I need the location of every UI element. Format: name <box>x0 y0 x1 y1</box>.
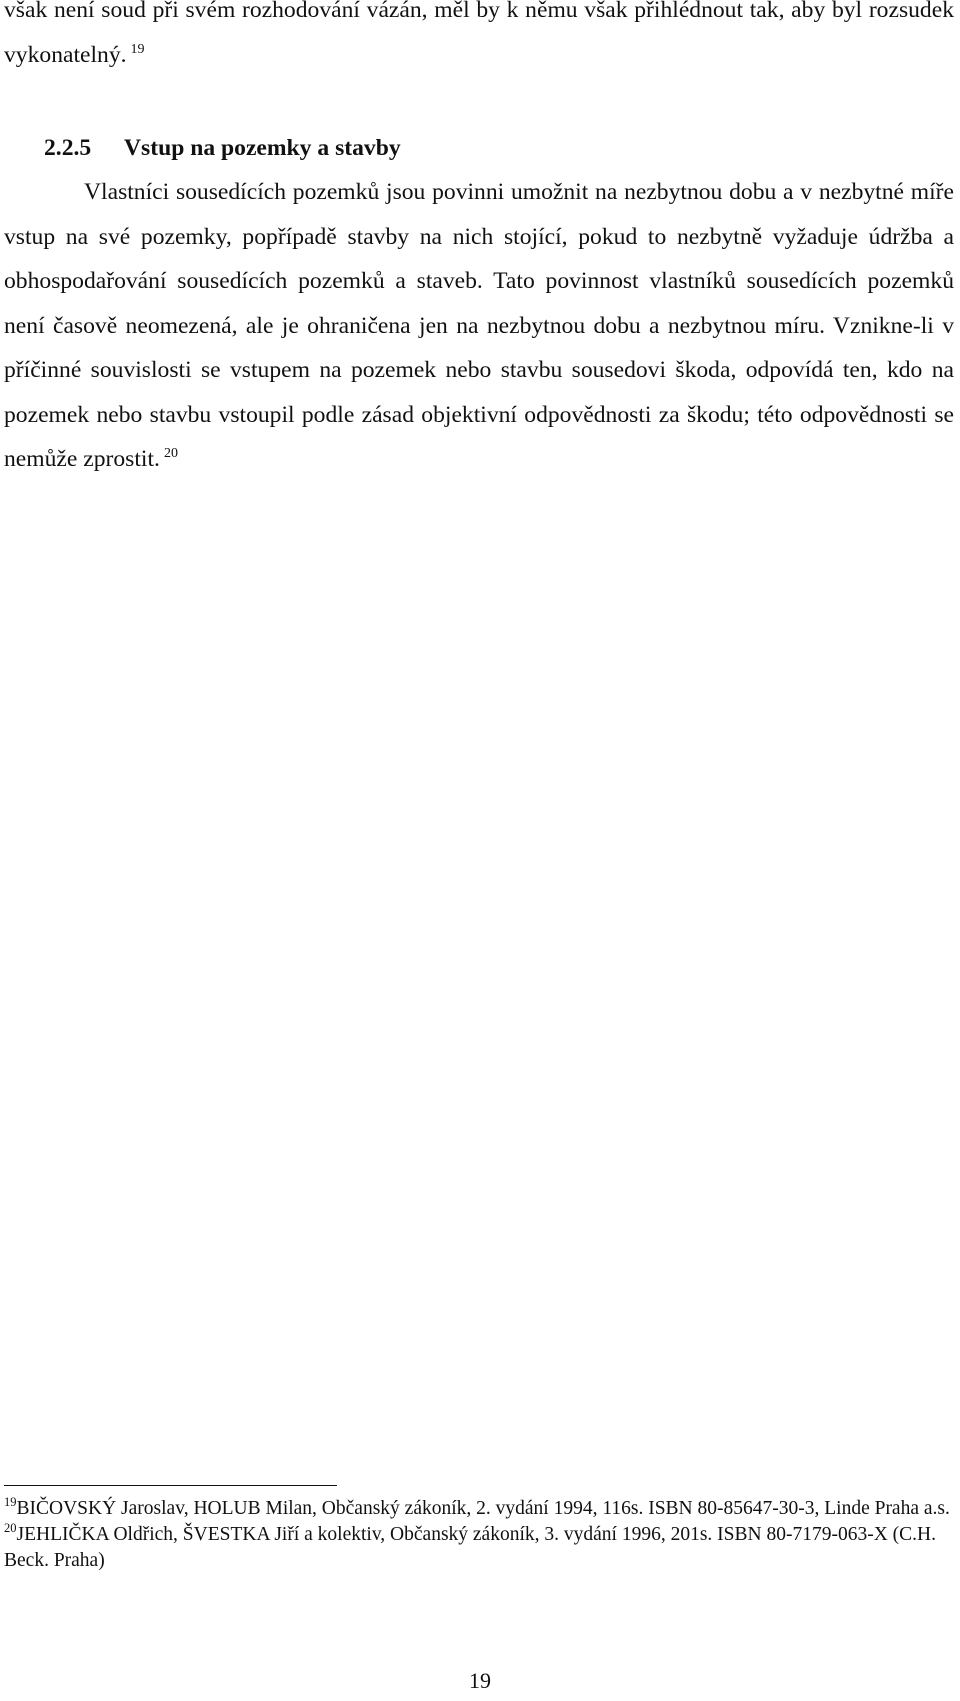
footnote-19 <box>4 1496 954 1522</box>
footnotes-list <box>4 1496 954 1574</box>
footnote-number: 20 <box>4 1521 17 1535</box>
footnote-text: BIČOVSKÝ Jaroslav, HOLUB Milan, Občanský zákoník, 2. vydání 1994, 116s. ISBN 80-85647-30-3, Linde Praha a.s. <box>16 1498 950 1519</box>
section-number: 2.2.5 <box>44 135 92 161</box>
section-heading <box>44 126 401 171</box>
footnote-ref-19[interactable]: 19 <box>130 41 145 57</box>
section-paragraph <box>4 170 954 482</box>
continuation-text: však není soud při svém rozhodování vázán, měl by k němu však přihlédnout tak, aby byl rozsudek vykonatelný. <box>4 0 954 68</box>
section-title: Vstup na pozemky a stavby <box>124 135 401 161</box>
footnote-separator <box>4 1485 337 1486</box>
section-paragraph-text: Vlastníci sousedících pozemků jsou povinni umožnit na nezbytnou dobu a v nezbytné míře vstup na své pozemky, popřípadě stavby na nich stojící, pokud to nezbytně vyžaduje údržba a obhospodařování sousedících pozemků a staveb. Tato povinnost vlastníků sousedících pozemků není časově neomezená, ale je ohraničena jen na nezbytnou dobu a nezbytnou míru. Vznikne-li v příčinné souvislosti se vstupem na pozemek nebo stavbu sousedovi škoda, odpovídá ten, kdo na pozemek nebo stavbu vstoupil podle zásad objektivní odpovědnosti za škodu; této odpovědnosti se nemůže zprostit. <box>4 179 954 472</box>
footnote-text: JEHLIČKA Oldřich, ŠVESTKA Jiří a kolektiv, Občanský zákoník, 3. vydání 1996, 201s. ISBN 80-7179-063-X (C.H. Beck. Praha) <box>4 1524 936 1571</box>
footnote-20 <box>4 1522 954 1574</box>
footnote-ref-20[interactable]: 20 <box>163 446 178 461</box>
continuation-paragraph <box>4 0 954 77</box>
footnote-number: 19 <box>4 1495 17 1509</box>
page-number: 19 <box>469 1668 491 1693</box>
